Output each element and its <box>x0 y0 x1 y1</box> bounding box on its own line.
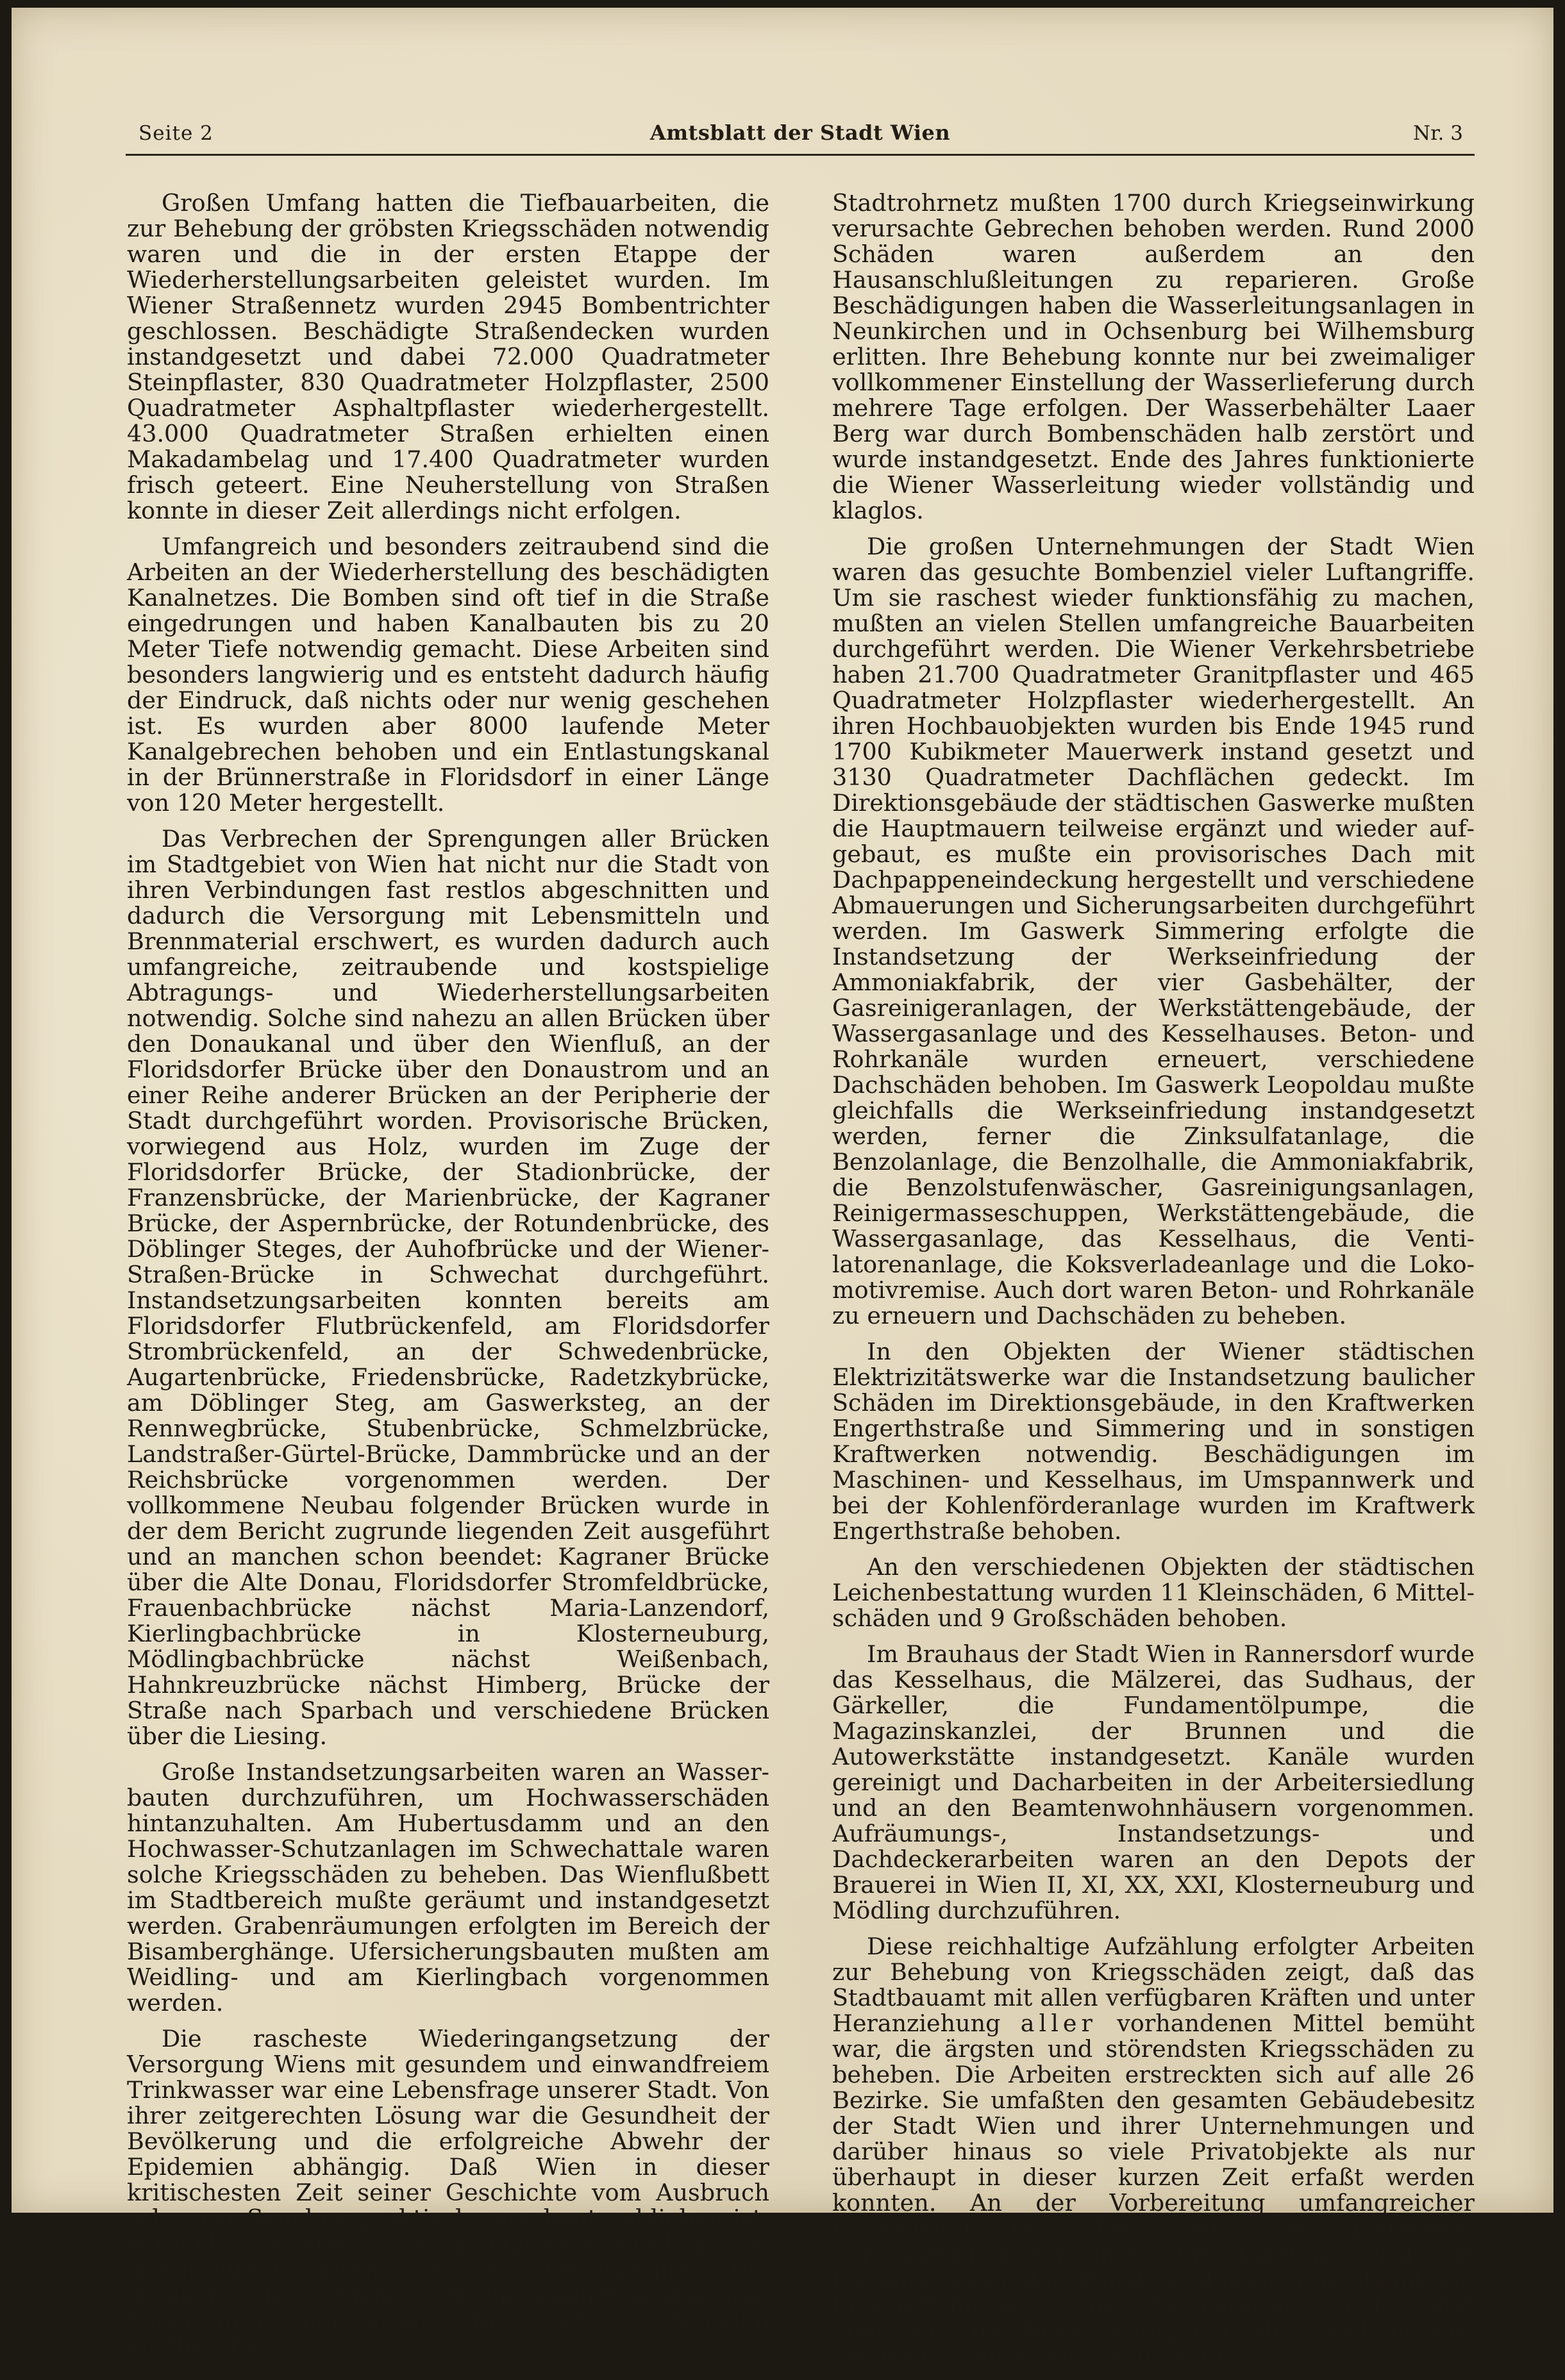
page-header <box>126 115 1475 156</box>
paragraph-leichenbestattung: An den verschiedenen Objekten der städtischen Leichenbestattung wurden 11 Kleinschäden, 6 Mittelschäden und 9 Großschäden behoben. <box>832 1553 1475 1632</box>
paragraph-tiefbau: Großen Umfang hatten die Tiefbauarbeiten, die zur Behebung der gröbsten Kriegsschäden notwendig waren und die in der ersten Etappe der Wiederherstellungsarbeiten geleistet wurden. Im Wiener Straßennetz wurden 2945 Bombentrichter geschlossen. Beschädigte Straßendecken wurden instandgesetzt und dabei 72.000 Quadratmeter Steinpflaster, 830 Quadratmeter Holzpflaster, 2500 Quadratmeter Asphaltpflaster wiederhergestellt. 43.000 Quadratmeter Straßen erhielten einen Makadambelag und 17.400 Quadratmeter wurden frisch geteert. Eine Neuherstellung von Straßen konnte in dieser Zeit allerdings nicht erfolgen. <box>127 189 769 524</box>
newspaper-page <box>12 8 1553 2370</box>
paragraph-brauhaus: Im Brauhaus der Stadt Wien in Rannersdorf wurde das Kesselhaus, die Mälzerei, das Sudhaus, der Gärkeller, die Fundamentölpumpe, die Magazinskanzlei, der Brunnen und die Autowerkstätte instandgesetzt. Kanäle wurden gereinigt und Dacharbeiten in der Arbeitersiedlung und an den Beamtenwohnhäusern vorgenommen. Aufräumungs-, Instandsetzungs- und Dachdeckerarbeiten waren an den Depots der Brauerei in Wien II, XI, XX, XXI, Klosterneuburg und Mödling durchzuführen. <box>832 1640 1475 1924</box>
left-column <box>127 190 769 2370</box>
issue-number: Nr. 3 <box>1413 122 1463 145</box>
page-number: Seite 2 <box>138 122 213 145</box>
paragraph-kanalnetz: Umfangreich und besonders zeitraubend sind die Arbeiten an der Wiederherstellung des beschädigten Kanalnetzes. Die Bomben sind oft tief in die Straße eingedrungen und haben Kanalbauten bis zu 20 Meter Tiefe notwendig gemacht. Diese Arbeiten sind besonders langwierig und es entsteht dadurch häufig der Eindruck, daß nichts oder nur wenig geschehen ist. Es wurden aber 8000 laufende Meter Kanalgebrechen behoben und ein Entlastungskanal in der Brünnerstraße in Floridsdorf in einer Länge von 120 Meter hergestellt. <box>127 533 769 817</box>
paragraph-stadtrohrnetz: Stadtrohrnetz mußten 1700 durch Kriegseinwirkung verursachte Gebrechen behoben werden. Rund 2000 Schäden waren außerdem an den Hausanschlußleitungen zu reparieren. Große Beschädigungen haben die Wasserleitungsanlagen in Neunkirchen und in Ochsenburg bei Wilhemsburg erlitten. Ihre Behebung konnte nur bei zweimaliger vollkommener Einstellung der Wasserlieferung durch mehrere Tage erfolgen. Der Wasserbehälter Laaer Berg war durch Bombenschäden halb zerstört und wurde instandgesetzt. Ende des Jahres funktionierte die Wiener Wasserleitung wieder vollständig und klaglos. <box>832 189 1475 524</box>
paragraph-unternehmungen: Die großen Unternehmungen der Stadt Wien waren das gesuchte Bombenziel vieler Luftangriffe. Um sie raschest wieder funktionsfähig zu machen, mußten an vielen Stellen umfangreiche Bauarbeiten durchgeführt werden. Die Wiener Verkehrsbetriebe haben 21.700 Quadratmeter Granitpflaster und 465 Quadratmeter Holzpflaster wiederhergestellt. An ihren Hochbauobjekten wurden bis Ende 1945 rund 1700 Kubikmeter Mauerwerk instand gesetzt und 3130 Quadratmeter Dachflächen gedeckt. Im Direktionsgebäude der städtischen Gaswerke mußten die Hauptmauern teilweise ergänzt und wieder aufgebaut, es mußte ein provisorisches Dach mit Dachpappeneindeckung hergestellt und verschiedene Abmauerungen und Sicherungsarbeiten durchgeführt werden. Im Gaswerk Simmering erfolgte die Instandsetzung der Werkseinfriedung der Ammoniakfabrik, der vier Gasbehälter, der Gasreinigeranlagen, der Werkstättengebäude, der Wassergasanlage und des Kesselhauses. Beton- und Rohrkanäle wurden erneuert, verschiedene Dachschäden behoben. Im Gaswerk Leopoldau mußte gleichfalls die Werkseinfriedung instandgesetzt werden, ferner die Zinksulfatanlage, die Benzolanlage, die Benzolhalle, die Ammoniakfabrik, die Benzolstufenwäscher, Gasreinigungsanlagen, Reinigermasseschuppen, Werkstättengebäude, die Wassergasanlage, das Kesselhaus, die Ventilatorenanlage, die Koksverladeanlage und die Lokomotivremise. Auch dort waren Beton- und Rohrkanäle zu erneuern und Dachschäden zu beheben. <box>832 533 1475 1329</box>
paragraph-wasserbauten: Große Instandsetzungsarbeiten waren an Wasserbauten durchzuführen, um Hochwasserschäden hintanzuhalten. Am Hubertusdamm und an den Hochwasser-Schutzanlagen im Schwechattale waren solche Kriegsschäden zu beheben. Das Wienflußbett im Stadtbereich mußte geräumt und instandgesetzt werden. Grabenräumungen erfolgten im Bereich der Bisamberghänge. Ufersicherungsbauten mußten am Weidling- und am Kierlingbach vorgenommen werden. <box>127 1758 769 2017</box>
publication-title: Amtsblatt der Stadt Wien <box>649 121 951 145</box>
right-column <box>832 190 1475 2380</box>
summary-emphasis: aller <box>1020 2010 1097 2037</box>
summary-text-start: Diese reichhaltige Aufzählung erfolgter Arbeiten zur Behebung von Kriegsschäden zeigt, daß das Stadtbauamt mit allen verfügbaren Kräften und unter Heranziehung <box>832 1933 1475 2037</box>
paragraph-zusammenfassung <box>832 1934 1475 2370</box>
paragraph-bruecken: Das Verbrechen der Sprengungen aller Brücken im Stadtgebiet von Wien hat nicht nur die Stadt von ihren Verbindungen fast restlos abgeschnitten und dadurch die Versorgung mit Lebensmitteln und Brennmaterial erschwert, es wurden dadurch auch umfangreiche, zeitraubende und kostspielige Abtragungs- und Wiederherstellungsarbeiten notwendig. Solche sind nahezu an allen Brücken über den Donaukanal und über den Wienfluß, an der Floridsdorfer Brücke über den Donaustrom und an einer Reihe anderer Brücken an der Peripherie der Stadt durchgeführt worden. Provisorische Brücken, vorwiegend aus Holz, wurden im Zuge der Floridsdorfer Brücke, der Stadionbrücke, der Franzensbrücke, der Marienbrücke, der Kagraner Brücke, der Aspernbrücke, der Rotundenbrücke, des Döblinger Steges, der Auhofbrücke und der Wiener-Straßen-Brücke in Schwechat durchgeführt. Instandsetzungsarbeiten konnten bereits am Floridsdorfer Flutbrückenfeld, am Floridsdorfer Strombrückenfeld, an der Schwedenbrücke, Augartenbrücke, Friedensbrücke, Radetzkybrücke, am Döblinger Steg, am Gaswerksteg, an der Rennwegbrücke, Stubenbrücke, Schmelzbrücke, Landstraßer-Gürtel-Brücke, Dammbrücke und an der Reichsbrücke vorgenommen werden. Der vollkommene Neubau folgender Brücken wurde in der dem Bericht zugrunde liegenden Zeit ausgeführt und an manchen schon beendet: Kagraner Brücke über die Alte Donau, Floridsdorfer Stromfeldbrücke, Frauenbachbrücke nächst Maria-Lanzendorf, Kierlingbachbrücke in Klosterneuburg, Mödlingbachbrücke nächst Weißenbach, Hahnkreuzbrücke nächst Himberg, Brücke der Straße nach Sparbach und verschiedene Brücken über die Liesing. <box>127 825 769 1750</box>
paragraph-elektrizitaetswerke: In den Objekten der Wiener städtischen Elektrizitätswerke war die Instandsetzung baulicher Schäden im Direktionsgebäude, in den Kraftwerken Engerthstraße und Simmering und in sonstigen Kraftwerken notwendig. Beschädigungen im Maschinen- und Kesselhaus, im Umspannwerk und bei der Kohlenförderanlage wurden im Kraftwerk Engerthstraße behoben. <box>832 1338 1475 1545</box>
summary-text-end: vorhandenen Mittel bemüht war, die ärgsten und störendsten Kriegsschäden zu beheben. Die Arbeiten erstreckten sich auf alle 26 Bezirke. Sie umfaßten den gesamten Gebäudebesitz der Stadt Wien und ihrer Unternehmungen und darüber hinaus so viele Privatobjekte als nur überhaupt in dieser kurzen Zeit erfaßt werden konnten. An der Vorbereitung umfangreicher Bauarbeiten im Jahre 1946 wird gearbeitet. Voraussetzung für ihre Durchführung wird die Ingangsetzung der Baustoffindustrie und damit die Beschaffung des nötigen Baumaterials, nicht zuletzt aber auch die Rückführung und Heranziehung der erforderlichen Arbeitskräfte sein. <box>832 2010 1475 2370</box>
paragraph-wasserversorgung: Die rascheste Wiederingangsetzung der Versorgung Wiens mit gesundem und einwandfreiem Trinkwasser war eine Lebensfrage unserer Stadt. Von ihrer zeitgerechten Lösung war die Gesundheit der Bevölkerung und die erfolgreiche Abwehr der Epidemien abhängig. Daß Wien in dieser kritischesten Zeit seiner Geschichte vom Ausbruch schwerer Seuchen praktisch verschont geblieben ist, verdankt die Stadt nicht zuletzt dem raschen und guten Funktionieren seiner Wasserversorgung. Die Anlagen der Wiener Hochquellen-Wasserleitung haben durch den Krieg äußerst schwere Schäden erlitten. Im <box>127 2025 769 2360</box>
